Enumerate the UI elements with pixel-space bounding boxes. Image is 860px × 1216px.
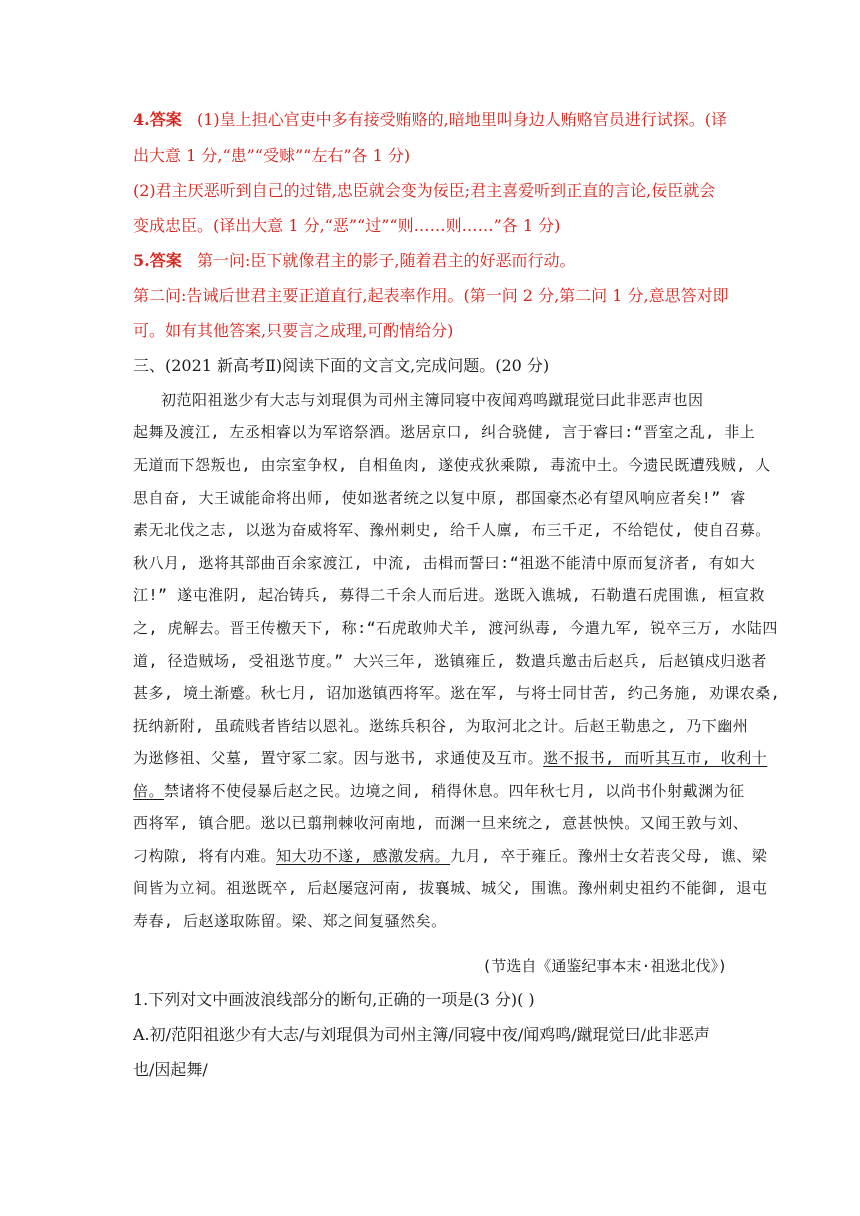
underlined-sentence-2: 知大功不遂, 感激发病。	[276, 847, 451, 865]
passage-line-9: 道, 径造贼场, 受祖逖节度。” 大兴三年, 逖镇雍丘, 数遣兵邀击后赵兵, 后赵镇戍归逖者	[133, 652, 767, 670]
answer-4-line-2: 出大意 1 分,“患”“受赇”“左右”各 1 分)	[133, 146, 411, 165]
passage-line-15-post: 九月, 卒于雍丘。豫州士女若丧父母, 谯、梁	[450, 847, 768, 865]
passage-line-12	[133, 748, 767, 768]
answer-4-line-1	[133, 110, 727, 130]
underlined-sentence-1a: 逖不报书, 而听其互市, 收利十	[543, 749, 768, 767]
question-1-option-a-line-1: A.初/范阳祖逖少有大志/与刘琨俱为司州主簿/同寝中夜/闻鸡鸣/蹴琨觉曰/此非恶声	[133, 1025, 710, 1044]
underlined-sentence-1b: 倍。	[133, 782, 165, 800]
passage-line-2: 起舞及渡江, 左丞相睿以为军谘祭酒。逖居京口, 纠合骁健, 言于睿曰:“晋室之乱, 非上	[133, 423, 756, 441]
passage-line-13-post: 禁诸将不使侵暴后赵之民。边境之间, 稍得休息。四年秋七月, 以尚书仆射戴渊为征	[164, 782, 745, 800]
passage-line-17: 寿春, 后赵遂取陈留。梁、郑之间复骚然矣。	[133, 912, 447, 930]
passage-line-3: 无道而下怨叛也, 由宗室争权, 自相鱼肉, 遂使戎狄乘隙, 毒流中土。今遗民既遭残贼, 人	[133, 456, 771, 474]
passage-line-14: 西将军, 镇合肥。逖以已翦荆棘收河南地, 而渊一旦来统之, 意甚怏怏。又闻王敦与刘、	[133, 814, 749, 832]
passage-line-1: 初范阳祖逖少有大志与刘琨俱为司州主簿同寝中夜闻鸡鸣蹴琨觉曰此非恶声也因	[161, 391, 704, 409]
question-1-option-a-line-2: 也/因起舞/	[133, 1060, 208, 1079]
section-heading: 三、(2021 新高考Ⅱ)阅读下面的文言文,完成问题。(20 分)	[133, 356, 550, 375]
passage-line-7: 江!” 遂屯淮阴, 起冶铸兵, 募得二千余人而后进。逖既入谯城, 石勒遣石虎围谯, 桓宣救	[133, 586, 765, 604]
answer-5-line-1	[133, 251, 575, 271]
answer-4-label: 4.答案	[133, 110, 182, 129]
passage-line-6: 秋八月, 逖将其部曲百余家渡江, 中流, 击楫而誓曰:“祖逖不能清中原而复济者, 有如大	[133, 554, 756, 572]
passage-line-4: 思自奋, 大王诚能命将出师, 使如逖者统之以复中原, 郡国豪杰必有望风响应者矣!” 睿	[133, 489, 746, 507]
answer-5-line-2: 第二问:告诫后世君主要正道直行,起表率作用。(第一问 2 分,第二问 1 分,意思答对即	[133, 286, 729, 305]
passage-source: (节选自《通鉴纪事本末·祖逖北伐》)	[482, 957, 727, 975]
passage-line-8: 之, 虎解去。晋王传檄天下, 称:“石虎敢帅犬羊, 渡河纵毒, 今遣九军, 锐卒三万, 水陆四	[133, 619, 778, 637]
answer-4-text-1: (1)皇上担心官吏中多有接受贿赂的,暗地里叫身边人贿赂官员进行试探。(译	[196, 110, 727, 129]
answer-5-line-3: 可。如有其他答案,只要言之成理,可酌情给分)	[133, 321, 454, 340]
passage-line-16: 间皆为立祠。祖逖既卒, 后赵屡寇河南, 拔襄城、城父, 围谯。豫州刺史祖约不能御, 退屯	[133, 879, 768, 897]
passage-line-15	[133, 846, 767, 866]
question-1-stem: 1.下列对文中画波浪线部分的断句,正确的一项是(3 分)( )	[133, 990, 535, 1009]
answer-4-line-4: 变成忠臣。(译出大意 1 分,“恶”“过”“则……则……”各 1 分)	[133, 216, 561, 235]
passage-line-5: 素无北伐之志, 以逖为奋威将军、豫州刺史, 给千人廪, 布三千疋, 不给铠仗, 使自召募。	[133, 521, 771, 539]
passage-line-12-pre: 为逖修祖、父墓, 置守冢二家。因与逖书, 求通使及互市。	[133, 749, 544, 767]
answer-5-label: 5.答案	[133, 251, 182, 270]
passage-line-13	[133, 781, 745, 801]
answer-5-text-1: 第一问:臣下就像君主的影子,随着君主的好恶而行动。	[196, 251, 576, 270]
passage-line-10: 甚多, 境土渐蹙。秋七月, 诏加逖镇西将军。逖在军, 与将士同甘苦, 约己务施, 劝课农桑,	[133, 684, 781, 702]
passage-line-15-pre: 刁构隙, 将有内难。	[133, 847, 277, 865]
passage-line-11: 抚纳新附, 虽疏贱者皆结以恩礼。逖练兵积谷, 为取河北之计。后赵王勒患之, 乃下幽州	[133, 717, 749, 735]
answer-4-line-3: (2)君主厌恶听到自己的过错,忠臣就会变为佞臣;君主喜爱听到正直的言论,佞臣就会	[133, 181, 716, 200]
